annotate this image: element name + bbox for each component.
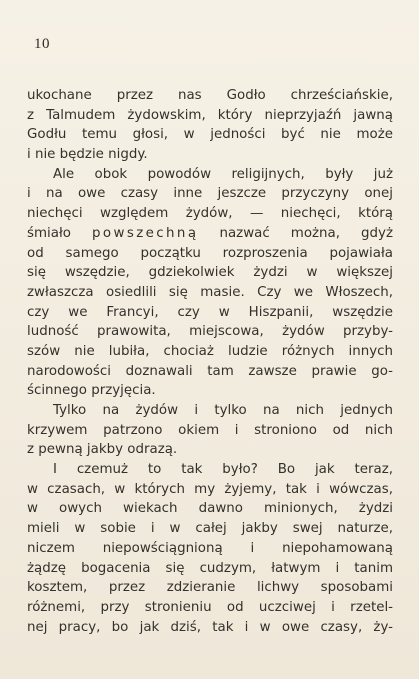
text-line: niczem niepowściągnioną i niepohamowaną — [27, 540, 393, 556]
page-number: 10 — [34, 36, 50, 52]
text-line: Tylko na żydów i tylko na nich jednych — [53, 403, 393, 418]
text-line: niechęci względem żydów, — niechęci, którą — [27, 206, 393, 222]
text-line: Ale obok powodów religijnych, były już — [53, 166, 393, 182]
text-segment: nazwać można, gdyż — [198, 225, 393, 241]
text-line — [27, 224, 393, 244]
text-line: od samego początku rozproszenia pojawiała — [27, 245, 393, 261]
text-line: się wszędzie, gdziekolwiek żydzi w większej — [27, 265, 393, 281]
text-line: szów nie lubiła, chociaż ludzie różnych innych — [27, 343, 393, 359]
emphasized-word: powszechną — [92, 225, 199, 241]
text-line: żądzę bogacenia się cudzym, łatwym i tanim — [27, 560, 393, 576]
text-line: ukochane przez nas Godło chrześciańskie, — [27, 88, 393, 103]
text-line: i nie będzie nigdy. — [27, 147, 148, 163]
text-line: zwłaszcza osiedlili się masie. Czy we Włoszech, — [27, 284, 393, 300]
text-line: różnemi, przy stronieniu od uczciwej i rzetel- — [27, 599, 393, 615]
text-line: z pewną jakby odrazą. — [27, 442, 178, 458]
text-line: Godłu temu głosi, w jedności być nie może — [27, 127, 393, 143]
text-line: ludność prawowita, miejscowa, żydów przyby- — [27, 324, 393, 340]
text-line: czy we Francyi, czy w Hiszpanii, wszędzie — [27, 304, 393, 320]
text-segment: śmiało — [27, 225, 92, 241]
text-line: nej pracy, bo jak dziś, tak i w owe czasy, ży- — [27, 619, 393, 635]
text-line: z Talmudem żydowskim, który nieprzyjaźń jawną — [27, 107, 393, 123]
text-line: kosztem, przez zdzieranie lichwy sposobami — [27, 580, 393, 596]
text-line: i na owe czasy inne jeszcze przyczyny onej — [27, 186, 393, 202]
text-line: ścinnego przyjęcia. — [27, 383, 156, 399]
text-line: w czasach, w których my żyjemy, tak i wówczas, — [27, 481, 393, 497]
text-line: w owych wiekach dawno minionych, żydzi — [27, 501, 393, 517]
text-line: krzywem patrzono okiem i stroniono od nich — [27, 422, 393, 438]
text-line: narodowości doznawali tam zawsze prawie go- — [27, 363, 393, 379]
text-line: mieli w sobie i w całej jakby swej naturze, — [27, 521, 393, 537]
text-line: I czemuż to tak było? Bo jak teraz, — [53, 462, 393, 478]
body-text — [27, 86, 393, 637]
